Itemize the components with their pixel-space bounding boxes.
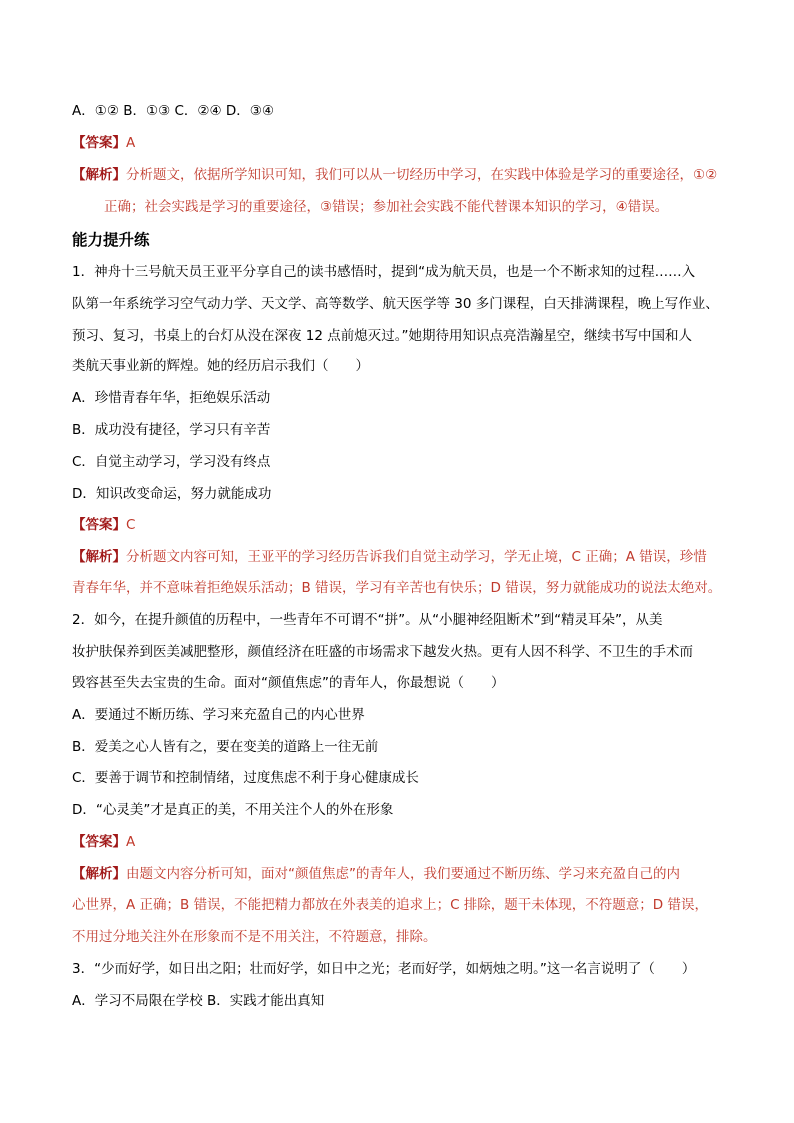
q2-option-a: A．要通过不断历练、学习来充盈自己的内心世界	[72, 707, 365, 723]
q0-options: A．①② B．①③ C．②④ D．③④	[72, 103, 275, 119]
q1-analysis-line-1	[72, 547, 707, 567]
analysis-text: 由题文内容分析可知，面对“颜值焦虑”的青年人，我们要通过不断历练、学习来充盈自己的内	[126, 866, 680, 882]
q2-answer	[72, 832, 135, 852]
q2-option-d: D．“心灵美”才是真正的美，不用关注个人的外在形象	[72, 802, 394, 818]
q1-stem-line-1: 1．神舟十三号航天员王亚平分享自己的读书感悟时，提到“成为航天员，也是一个不断求知的过程……入	[72, 264, 696, 280]
q2-analysis-line-2: 心世界，A 正确；B 错误，不能把精力都放在外表美的追求上；C 排除，题干未体现，不符题意；D 错误，	[72, 897, 708, 913]
analysis-tag: 【解析】	[72, 866, 126, 882]
q1-option-c: C．自觉主动学习，学习没有终点	[72, 454, 271, 470]
q0-answer	[72, 133, 135, 153]
answer-tag: 【答案】	[72, 517, 126, 533]
q3-options: A．学习不局限在学校 B．实践才能出真知	[72, 993, 325, 1009]
q3-stem: 3．“少而好学，如日出之阳；壮而好学，如日中之光；老而好学，如炳烛之明。”这一名言说明了（ ）	[72, 961, 696, 977]
analysis-tag: 【解析】	[72, 167, 126, 183]
q2-stem-line-2: 妆护肤保养到医美减肥整形，颜值经济在旺盛的市场需求下越发火热。更有人因不科学、不卫生的手术而	[72, 644, 693, 660]
q1-answer	[72, 515, 135, 535]
q2-analysis-line-1	[72, 864, 680, 884]
answer-tag: 【答案】	[72, 834, 126, 850]
q2-stem-line-1: 2．如今，在提升颜值的历程中，一些青年不可谓不“拼”。从“小腿神经阻断术”到“精灵耳朵”，从美	[72, 612, 663, 628]
q1-stem-line-4: 类航天事业新的辉煌。她的经历启示我们（ ）	[72, 358, 369, 374]
answer-value: C	[126, 517, 136, 533]
q0-analysis-line-1	[72, 165, 717, 185]
q1-analysis-line-2: 青春年华，并不意味着拒绝娱乐活动；B 错误，学习有辛苦也有快乐；D 错误，努力就能成功的说法太绝对。	[72, 580, 722, 596]
q1-option-d: D．知识改变命运，努力就能成功	[72, 486, 272, 502]
q1-stem-line-3: 预习、复习，书桌上的台灯从没在深夜 12 点前熄灭过。”她期待用知识点亮浩瀚星空，继续书写中国和人	[72, 328, 693, 344]
answer-value: A	[126, 834, 136, 850]
q0-analysis-line-2: 正确；社会实践是学习的重要途径，③错误；参加社会实践不能代替课本知识的学习，④错误。	[104, 199, 669, 215]
q2-stem-line-3: 毁容甚至失去宝贵的生命。面对“颜值焦虑”的青年人，你最想说（ ）	[72, 675, 505, 691]
q2-option-c: C．要善于调节和控制情绪，过度焦虑不利于身心健康成长	[72, 770, 419, 786]
q1-stem-line-2: 队第一年系统学习空气动力学、天文学、高等数学、航天医学等 30 多门课程，白天排满课程，晚上写作业、	[72, 296, 719, 312]
q1-option-b: B．成功没有捷径，学习只有辛苦	[72, 422, 271, 438]
answer-value: A	[126, 135, 136, 151]
q1-option-a: A．珍惜青春年华，拒绝娱乐活动	[72, 390, 271, 406]
section-title: 能力提升练	[72, 231, 150, 249]
analysis-tag: 【解析】	[72, 549, 126, 565]
q2-analysis-line-3: 不用过分地关注外在形象而不是不用关注，不符题意，排除。	[72, 929, 437, 945]
analysis-text: 分析题文内容可知，王亚平的学习经历告诉我们自觉主动学习，学无止境，C 正确；A 错误，珍惜	[126, 549, 707, 565]
answer-tag: 【答案】	[72, 135, 126, 151]
analysis-text: 分析题文，依据所学知识可知，我们可以从一切经历中学习，在实践中体验是学习的重要途径，①②	[126, 167, 718, 183]
q2-option-b: B．爱美之心人皆有之，要在变美的道路上一往无前	[72, 739, 379, 755]
